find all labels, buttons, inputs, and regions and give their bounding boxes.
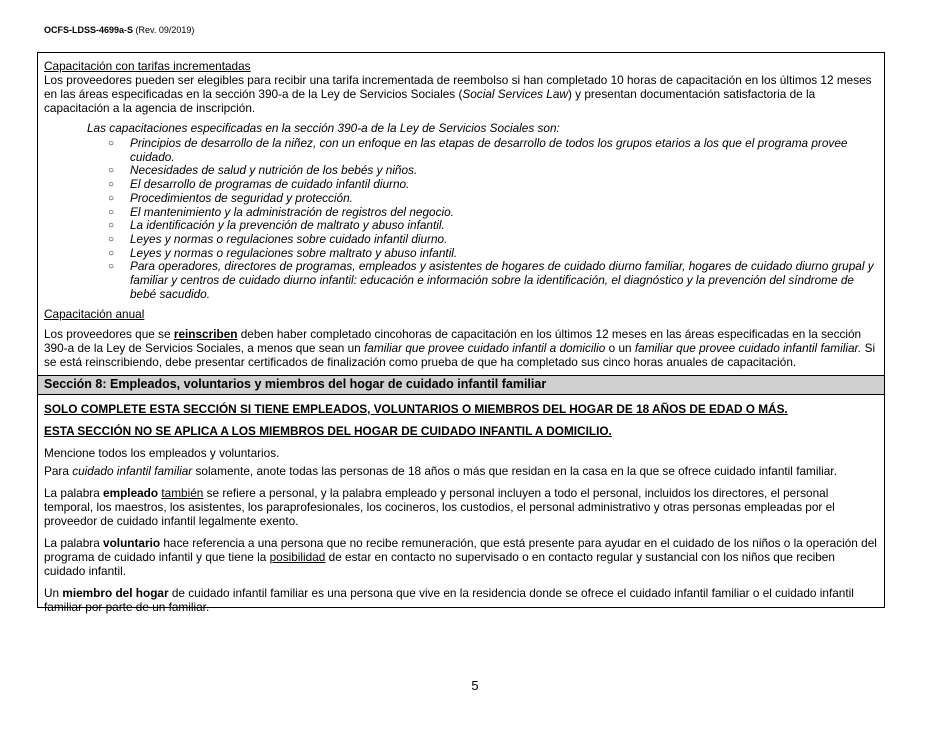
training-topic-text: El desarrollo de programas de cuidado infantil diurno. bbox=[130, 177, 410, 192]
volunteer-definition bbox=[44, 536, 878, 578]
family-care-text-a: Para bbox=[44, 464, 73, 478]
page-number: 5 bbox=[471, 678, 479, 693]
training-topic-item bbox=[44, 178, 878, 192]
home-provider-term: familiar que provee cuidado infantil a domicilio bbox=[364, 341, 606, 356]
training-topic-item bbox=[44, 192, 878, 206]
training-topic-text: El mantenimiento y la administración de registros del negocio. bbox=[130, 204, 454, 219]
employee-text-a: La palabra bbox=[44, 486, 104, 500]
reenroll-term: reinscriben bbox=[173, 327, 238, 342]
annual-training-paragraph bbox=[44, 327, 878, 369]
training-topic-text: Necesidades de salud y nutrición de los bebés y niños. bbox=[130, 163, 418, 178]
family-care-instruction bbox=[44, 464, 878, 478]
section-8-notice-1: SOLO COMPLETE ESTA SECCIÓN SI TIENE EMPLEADOS, VOLUNTARIOS O MIEMBROS DEL HOGAR DE 18 AÑOS DE EDAD O MÁS. bbox=[44, 402, 788, 416]
section-8-notice-2: ESTA SECCIÓN NO SE APLICA A LOS MIEMBROS DEL HOGAR DE CUIDADO INFANTIL A DOMICILIO. bbox=[44, 424, 612, 438]
possibility-term: posibilidad bbox=[269, 550, 326, 564]
training-topics-list bbox=[44, 137, 878, 301]
member-text-b: de cuidado infantil familiar es una persona que vive en la residencia donde se ofrece el cuidado infantil familiar o el cuidado infantil familiar por parte de un familiar. bbox=[44, 586, 854, 614]
training-topic-item bbox=[44, 247, 878, 261]
training-topic-item bbox=[44, 260, 878, 301]
family-care-term: cuidado infantil familiar bbox=[72, 464, 193, 478]
volunteer-text-c: de estar en contacto no supervisado o en contacto regular y sustancial con los niños que reciben cuidado infantil. bbox=[44, 550, 835, 578]
form-revision: (Rev. 09/2019) bbox=[135, 25, 195, 35]
annual-text-d: Si se está reinscribiendo, debe presentar certificados de finalización como prueba de que ha completado sus cinco horas anuales de capacitación. bbox=[44, 341, 876, 370]
form-code: OCFS-LDSS-4699a-S bbox=[44, 25, 134, 35]
circle-bullet-icon: ○ bbox=[108, 206, 115, 218]
training-topic-item bbox=[44, 233, 878, 247]
circle-bullet-icon: ○ bbox=[108, 220, 115, 232]
training-topic-text: Leyes y normas o regulaciones sobre cuidado infantil diurno. bbox=[130, 231, 448, 246]
circle-bullet-icon: ○ bbox=[108, 247, 115, 259]
employee-term: empleado bbox=[103, 486, 159, 500]
household-member-definition bbox=[44, 586, 878, 614]
topics-intro: Las capacitaciones especificadas en la sección 390-a de la Ley de Servicios Sociales son: bbox=[87, 121, 560, 135]
training-topic-item bbox=[44, 206, 878, 220]
training-content bbox=[44, 59, 878, 369]
mention-instruction: Mencione todos los empleados y voluntarios. bbox=[44, 446, 280, 460]
incremental-text-b: ) y presentan documentación satisfactoria de la capacitación a la agencia de inscripción. bbox=[44, 87, 816, 115]
annual-text-a: Los proveedores que se bbox=[44, 327, 174, 342]
form-frame bbox=[37, 52, 885, 614]
incremental-training-heading: Capacitación con tarifas incrementadas bbox=[44, 59, 251, 73]
training-topic-item bbox=[44, 219, 878, 233]
section-8-title: Sección 8: Empleados, voluntarios y miembros del hogar de cuidado infantil familiar bbox=[44, 377, 547, 391]
training-topic-item bbox=[44, 164, 878, 178]
training-topic-text: Procedimientos de seguridad y protección. bbox=[130, 190, 353, 205]
volunteer-text-a: La palabra bbox=[44, 536, 104, 550]
circle-bullet-icon: ○ bbox=[108, 165, 115, 177]
employee-definition bbox=[44, 486, 878, 528]
section-8-body bbox=[44, 402, 878, 614]
form-identifier bbox=[44, 25, 194, 35]
training-topic-text: Leyes y normas o regulaciones sobre maltrato y abuso infantil. bbox=[130, 245, 458, 260]
section-8-header bbox=[38, 375, 884, 395]
volunteer-term: voluntario bbox=[103, 536, 161, 550]
annual-training-heading: Capacitación anual bbox=[44, 307, 145, 322]
circle-bullet-icon: ○ bbox=[108, 261, 115, 273]
family-care-text-b: solamente, anote todas las personas de 18 años o más que residan en la casa en la que se ofrece cuidado infantil familiar. bbox=[192, 464, 837, 478]
training-topic-text: Para operadores, directores de programas, empleados y asistentes de hogares de cuidado diurno familiar, hogares de cuidado diurno grupal y familiar y centros de cuidado diurno infantil: educación e información sobre la identificación, el diagnóstico y la prevención del síndrome de bebé sacudido. bbox=[130, 259, 874, 301]
annual-text-b: deben haber completado cincohoras de capacitación en los últimos 12 meses en las áreas especificadas en la sección 390-a de la Ley de Servicios Sociales, a menos que sean un bbox=[44, 327, 862, 356]
circle-bullet-icon: ○ bbox=[108, 179, 115, 191]
annual-text-c: o un bbox=[605, 341, 635, 356]
training-topic-item bbox=[44, 137, 878, 164]
social-services-law-term: Social Services Law bbox=[462, 87, 568, 101]
employee-text-b: se refiere a personal, y la palabra empleado y personal incluyen a todo el personal, incluidos los directores, el personal temporal, los maestros, los asistentes, los paraprofesionales, los cocineros, los custodios, el personal administrativo y otras personas empleadas por el proveedor de cuidado infantil legalmente exento. bbox=[44, 486, 835, 528]
training-topic-text: Principios de desarrollo de la niñez, con un enfoque en las etapas de desarrollo de todos los grupos etarios a los que el programa provee cuidado. bbox=[130, 136, 848, 164]
family-provider-term: familiar que provee cuidado infantil familiar. bbox=[634, 341, 862, 356]
household-member-term: miembro del hogar bbox=[62, 586, 169, 600]
circle-bullet-icon: ○ bbox=[108, 138, 115, 149]
circle-bullet-icon: ○ bbox=[108, 233, 115, 245]
training-topic-text: La identificación y la prevención de maltrato y abuso infantil. bbox=[130, 218, 445, 233]
member-text-a: Un bbox=[44, 586, 63, 600]
incremental-text-a: Los proveedores pueden ser elegibles para recibir una tarifa incrementada de reembolso si han completado 10 horas de capacitación en los últimos 12 meses en las áreas especificadas en la sección 390-a de la Ley de Servicios Sociales ( bbox=[44, 73, 872, 101]
incremental-training-paragraph bbox=[44, 73, 878, 115]
also-term: también bbox=[161, 486, 204, 500]
volunteer-text-b: hace referencia a una persona que no recibe remuneración, que está presente para ayudar en el cuidado de los niños o la operación del programa de cuidado infantil y que tiene la bbox=[44, 536, 877, 564]
circle-bullet-icon: ○ bbox=[108, 192, 115, 204]
